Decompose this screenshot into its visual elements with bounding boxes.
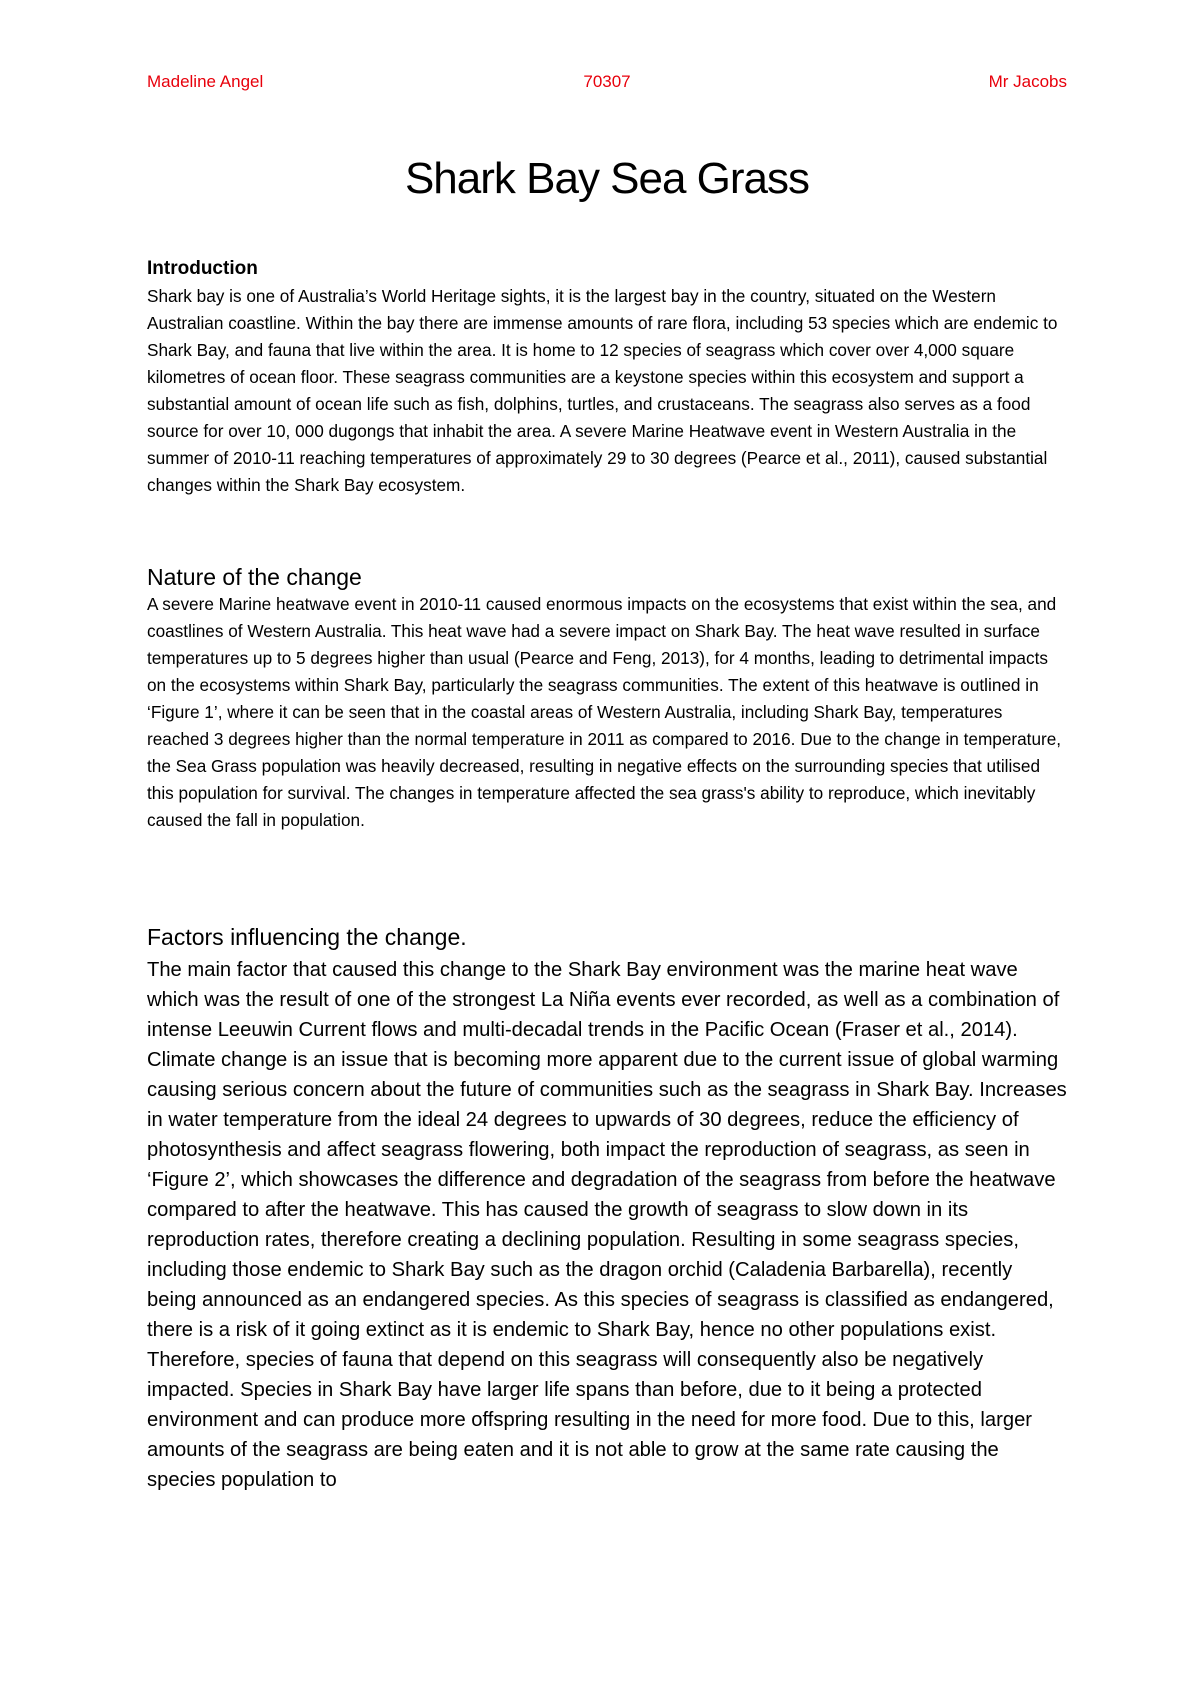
student-id: 70307 bbox=[583, 72, 631, 91]
document-title: Shark Bay Sea Grass bbox=[404, 154, 810, 203]
page-header bbox=[147, 72, 1067, 96]
factors-paragraph: The main factor that caused this change to the Shark Bay environment was the marine heat wave which was the result of one of the strongest La Niña events ever recorded, as well as a combination of intense Leeuwin Current flows and multi-decadal trends in the Pacific Ocean (Fraser et al., 2014). Climate change is an issue that is becoming more apparent due to the current issue of global warming causing serious concern about the future of communities such as the seagrass in Shark Bay. Increases in water temperature from the ideal 24 degrees to upwards of 30 degrees, reduce the efficiency of photosynthesis and affect seagrass flowering, both impact the reproduction of seagrass, as seen in ‘Figure 2’, which showcases the difference and degradation of the seagrass from before the heatwave compared to after the heatwave. This has caused the growth of seagrass to slow down in its reproduction rates, therefore creating a declining population. Resulting in some seagrass species, including those endemic to Shark Bay such as the dragon orchid (Caladenia Barbarella), recently being announced as an endangered species. As this species of seagrass is classified as endangered, there is a risk of it going extinct as it is endemic to Shark Bay, hence no other populations exist. Therefore, species of fauna that depend on this seagrass will consequently also be negatively impacted. Species in Shark Bay have larger life spans than before, due to it being a protected environment and can produce more offspring resulting in the need for more food. Due to this, larger amounts of the seagrass are being eaten and it is not able to grow at the same rate causing the species population to bbox=[147, 959, 1067, 1491]
introduction-heading: Introduction bbox=[147, 258, 258, 279]
student-name: Madeline Angel bbox=[147, 72, 264, 91]
factors-heading: Factors influencing the change. bbox=[147, 924, 467, 950]
teacher-name: Mr Jacobs bbox=[988, 72, 1067, 91]
nature-heading: Nature of the change bbox=[147, 564, 362, 590]
introduction-paragraph: Shark bay is one of Australia’s World Heritage sights, it is the largest bay in the country, situated on the Western Australian coastline. Within the bay there are immense amounts of rare flora, including 53 species which are endemic to Shark Bay, and fauna that live within the area. It is home to 12 species of seagrass which cover over 4,000 square kilometres of ocean floor. These seagrass communities are a keystone species within this ecosystem and support a substantial amount of ocean life such as fish, dolphins, turtles, and crustaceans. The seagrass also serves as a food source for over 10, 000 dugongs that inhabit the area. A severe Marine Heatwave event in Western Australia in the summer of 2010-11 reaching temperatures of approximately 29 to 30 degrees (Pearce et al., 2011), caused substantial changes within the Shark Bay ecosystem. bbox=[147, 286, 1058, 495]
nature-paragraph: A severe Marine heatwave event in 2010-11 caused enormous impacts on the ecosystems that exist within the sea, and coastlines of Western Australia. This heat wave had a severe impact on Shark Bay. The heat wave resulted in surface temperatures up to 5 degrees higher than usual (Pearce and Feng, 2013), for 4 months, leading to detrimental impacts on the ecosystems within Shark Bay, particularly the seagrass communities. The extent of this heatwave is outlined in ‘Figure 1’, where it can be seen that in the coastal areas of Western Australia, including Shark Bay, temperatures reached 3 degrees higher than the normal temperature in 2011 as compared to 2016. Due to the change in temperature, the Sea Grass population was heavily decreased, resulting in negative effects on the surrounding species that utilised this population for survival. The changes in temperature affected the sea grass's ability to reproduce, which inevitably caused the fall in population. bbox=[147, 594, 1062, 830]
